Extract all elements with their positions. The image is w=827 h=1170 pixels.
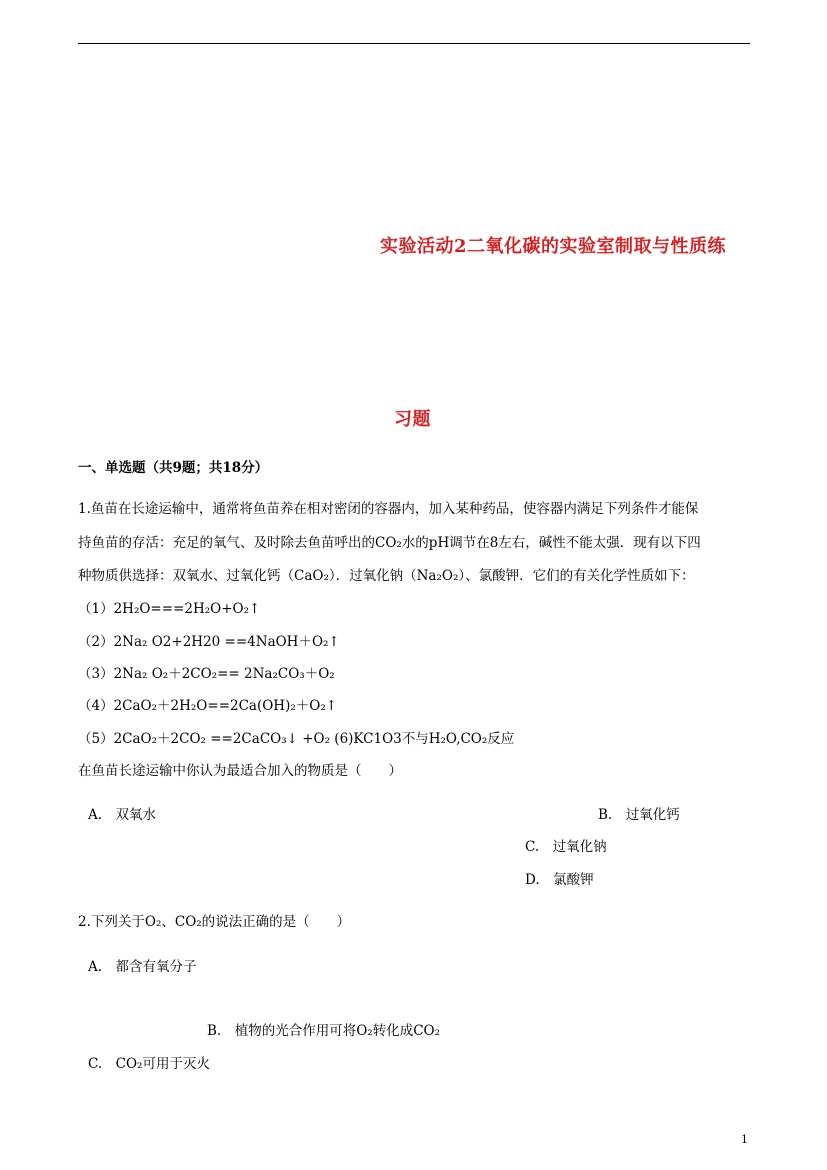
title-line-1: 实验活动2二氧化碳的实验室制取与性质练	[380, 236, 727, 257]
q1-option-b[interactable]: B. 过氧化钙	[598, 807, 680, 823]
q1-text-line-2: 持鱼苗的存活：充足的氧气、及时除去鱼苗呼出的CO₂水的pH调节在8左右，碱性不能太强．现有以下四	[78, 535, 701, 551]
q1-option-a[interactable]: A. 双氧水	[88, 807, 157, 823]
q2-option-c[interactable]: C. CO₂可用于灭火	[88, 1056, 210, 1072]
q2-stem: 2.下列关于O₂、CO₂的说法正确的是（ ）	[78, 914, 351, 930]
q1-reaction-2: （2）2Na₂ O2+2H20 ==4NaOH＋O₂↑	[78, 634, 340, 650]
q1-text-line-3: 种物质供选择：双氧水、过氧化钙（CaO₂）．过氧化钠（Na₂O₂）、氯酸钾．它们的有关化学性质如下：	[78, 568, 695, 584]
q1-reaction-4: （4）2CaO₂＋2H₂O==2Ca(OH)₂＋O₂↑	[78, 698, 338, 714]
q1-reaction-1: （1）2H₂O===2H₂O+O₂↑	[78, 601, 261, 617]
q2-option-b[interactable]: B. 植物的光合作用可将O₂转化成CO₂	[207, 1023, 440, 1039]
title-line-2: 习题	[394, 409, 431, 430]
q1-option-d[interactable]: D. 氯酸钾	[525, 872, 594, 888]
q1-reaction-3: （3）2Na₂ O₂＋2CO₂== 2Na₂CO₃＋O₂	[78, 666, 335, 682]
header-rule	[78, 43, 750, 44]
q2-option-a[interactable]: A. 都含有氧分子	[88, 959, 197, 975]
q1-stem: 在鱼苗长途运输中你认为最适合加入的物质是（ ）	[78, 763, 402, 779]
section-heading: 一、单选题（共9题；共18分）	[78, 460, 269, 476]
q1-text-line-1: 1.鱼苗在长途运输中，通常将鱼苗养在相对密闭的容器内，加入某种药品，使容器内满足下列条件才能保	[78, 501, 699, 517]
q1-option-c[interactable]: C. 过氧化钠	[525, 839, 607, 855]
q1-reaction-5: （5）2CaO₂＋2CO₂ ==2CaCO₃↓ +O₂ (6)KC1O3不与H₂O,CO₂反应	[78, 731, 515, 747]
page-number: 1	[741, 1133, 748, 1146]
